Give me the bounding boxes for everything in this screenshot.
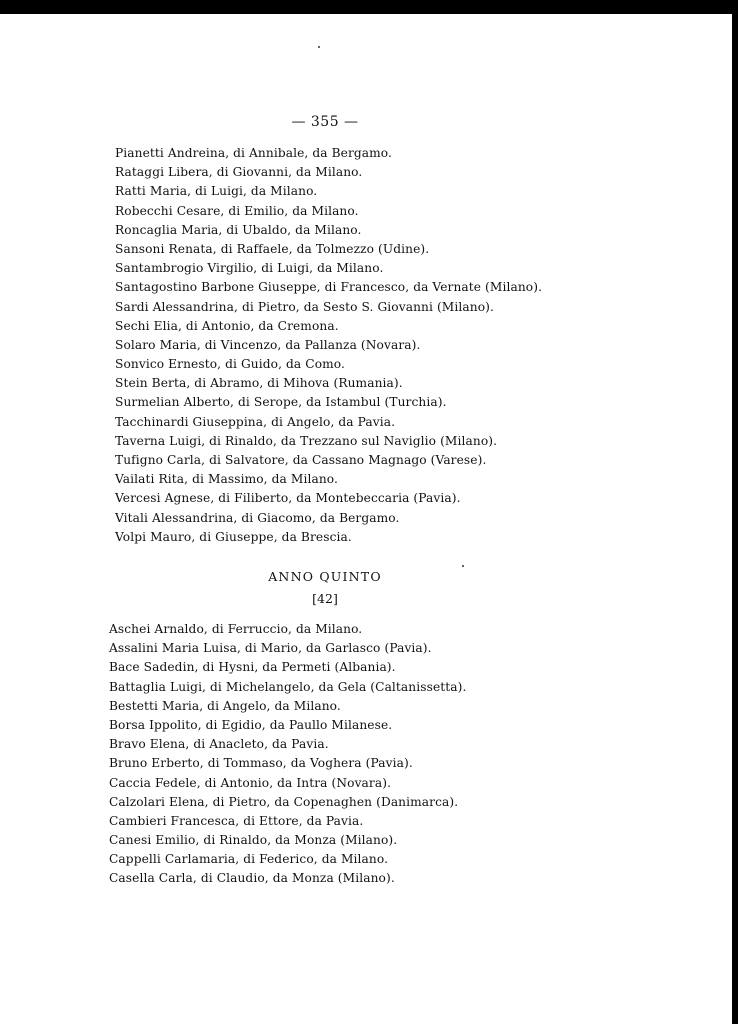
list-item: Sechi Elia, di Antonio, da Cremona. [115, 318, 339, 333]
list-item: Roncaglia Maria, di Ubaldo, da Milano. [115, 222, 362, 237]
name-list-previous-year [115, 144, 542, 547]
list-item: Bravo Elena, di Anacleto, da Pavia. [109, 737, 329, 752]
list-item: Robecchi Cesare, di Emilio, da Milano. [115, 203, 359, 218]
list-item: Tacchinardi Giuseppina, di Angelo, da Pavia. [115, 414, 396, 429]
scan-border-top [0, 0, 738, 14]
list-item: Canesi Emilio, di Rinaldo, da Monza (Milano). [109, 833, 398, 848]
list-item: Sardi Alessandrina, di Pietro, da Sesto S. Giovanni (Milano). [115, 299, 494, 314]
list-item: Volpi Mauro, di Giuseppe, da Brescia. [115, 529, 352, 544]
list-item: Battaglia Luigi, di Michelangelo, da Gela (Caltanissetta). [109, 679, 467, 694]
list-item: Tufigno Carla, di Salvatore, da Cassano Magnago (Varese). [115, 453, 487, 467]
list-item: Cambieri Francesca, di Ettore, da Pavia. [109, 813, 364, 828]
section-count: [42] [312, 591, 338, 606]
list-item: Taverna Luigi, di Rinaldo, da Trezzano sul Naviglio (Milano). [115, 433, 498, 448]
list-item: Rataggi Libera, di Giovanni, da Milano. [115, 165, 363, 180]
list-item: Solaro Maria, di Vincenzo, da Pallanza (Novara). [115, 337, 421, 352]
list-item: Pianetti Andreina, di Annibale, da Bergamo. [115, 146, 393, 160]
list-item: Santambrogio Virgilio, di Luigi, da Milano. [115, 261, 384, 276]
list-item: Vailati Rita, di Massimo, da Milano. [115, 472, 338, 487]
list-item: Bruno Erberto, di Tommaso, da Voghera (Pavia). [109, 756, 413, 771]
list-item: Sansoni Renata, di Raffaele, da Tolmezzo (Udine). [115, 241, 430, 256]
list-item: Aschei Arnaldo, di Ferruccio, da Milano. [109, 622, 363, 636]
list-item: Casella Carla, di Claudio, da Monza (Milano). [109, 871, 395, 886]
list-item: Sonvico Ernesto, di Guido, da Como. [115, 357, 345, 372]
list-item: Vitali Alessandrina, di Giacomo, da Bergamo. [115, 510, 400, 525]
list-item: Assalini Maria Luisa, di Mario, da Garlasco (Pavia). [109, 641, 432, 656]
list-item: Caccia Fedele, di Antonio, da Intra (Novara). [109, 775, 392, 790]
list-item: Surmelian Alberto, di Serope, da Istambul (Turchia). [115, 395, 447, 410]
list-item: Borsa Ippolito, di Egidio, da Paullo Milanese. [109, 717, 393, 732]
scan-speck [462, 565, 464, 567]
list-item: Bestetti Maria, di Angelo, da Milano. [109, 698, 341, 713]
page-number: — 355 — [291, 114, 359, 130]
list-item: Bace Sadedin, di Hysni, da Permeti (Albania). [109, 660, 396, 675]
list-item: Stein Berta, di Abramo, di Mihova (Rumania). [115, 376, 403, 391]
name-list-anno-quinto [109, 620, 466, 889]
list-item: Cappelli Carlamaria, di Federico, da Milano. [109, 852, 389, 867]
scan-border-right [732, 0, 738, 1024]
list-item: Vercesi Agnese, di Filiberto, da Montebeccaria (Pavia). [115, 491, 461, 506]
list-item: Santagostino Barbone Giuseppe, di Francesco, da Vernate (Milano). [115, 280, 543, 295]
list-item: Ratti Maria, di Luigi, da Milano. [115, 184, 318, 199]
list-item: Calzolari Elena, di Pietro, da Copenaghen (Danimarca). [109, 794, 459, 809]
section-heading: ANNO QUINTO [268, 569, 382, 584]
scan-speck [318, 46, 320, 48]
